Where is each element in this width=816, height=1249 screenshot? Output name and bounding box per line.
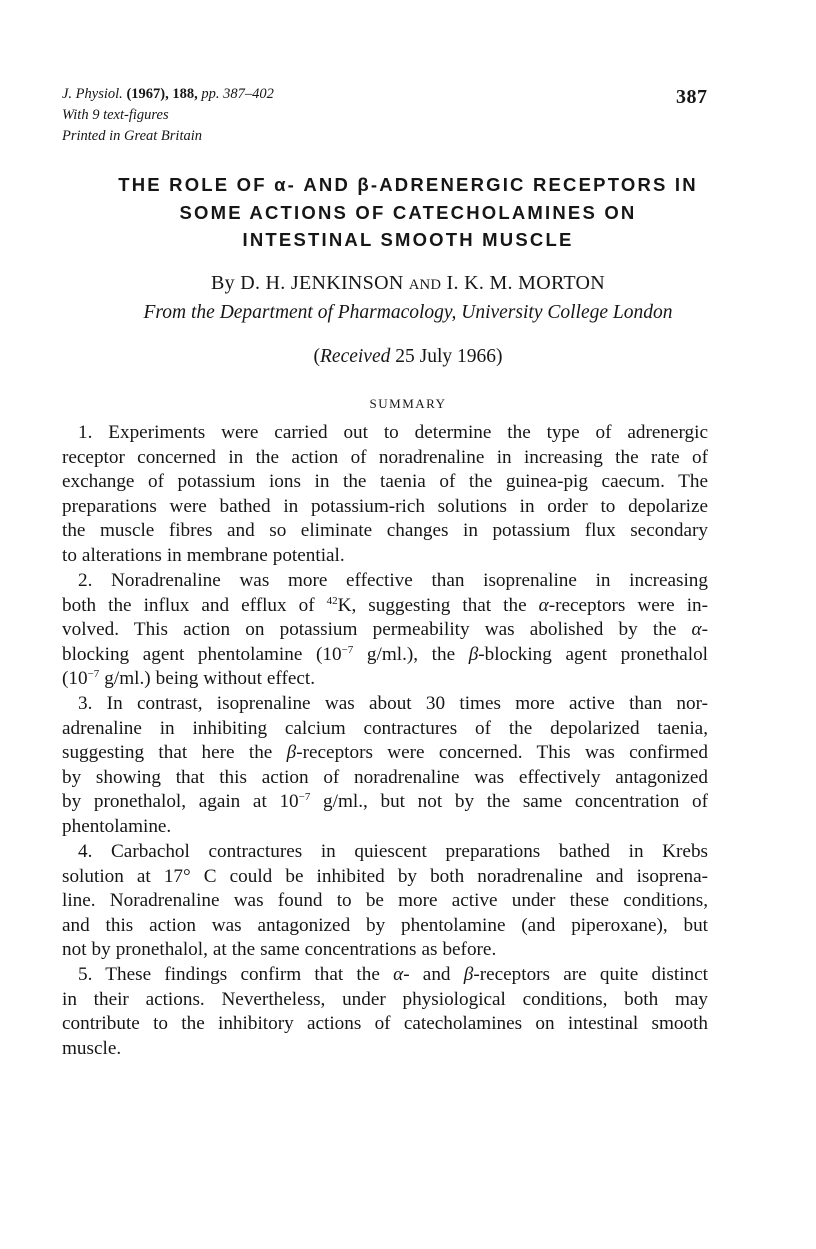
text-line: not by pronethalol, at the same concentrations as before. [62, 939, 497, 961]
author-1: D. H. JENKINSON [240, 272, 404, 294]
text-line: in their actions. Nevertheless, under physiological conditions, both may [62, 988, 708, 1010]
text-line: muscle. [62, 1037, 122, 1059]
affiliation: From the Department of Pharmacology, University College London [143, 302, 673, 323]
summary-paragraph-3 [62, 692, 708, 840]
journal-pages: pp. 387–402 [201, 86, 274, 102]
text-line: adrenaline in inhibiting calcium contractures of the depolarized taenia, [62, 717, 708, 739]
text-line: volved. This action on potassium permeability was abolished by the α- [62, 619, 708, 641]
journal-volume: 188, [172, 86, 198, 102]
text-line: 3. In contrast, isoprenaline was about 30 times more active than nor- [78, 693, 708, 714]
text-line: ($10^{-7}$ g/ml.) being without effect. [62, 668, 316, 690]
text-line: 4. Carbachol contractures in quiescent preparations bathed in Krebs [78, 841, 708, 862]
received-date: (Received 25 July 1966) [313, 346, 503, 367]
text-line: and this action was antagonized by phentolamine (and piperoxane), but [62, 914, 708, 936]
title-line-3: INTESTINAL SMOOTH MUSCLE [242, 229, 574, 250]
text-line: contribute to the inhibitory actions of catecholamines on intestinal smooth [62, 1013, 708, 1035]
text-line: exchange of potassium ions in the taenia of the guinea-pig caecum. The [62, 471, 708, 493]
byline-and: AND [408, 277, 442, 293]
citation-line [62, 84, 274, 105]
text-line: 2. Noradrenaline was more effective than isoprenaline in increasing [78, 570, 708, 591]
text-line: solution at 17° C could be inhibited by both noradrenaline and isoprena- [62, 865, 708, 887]
received-label: Received [320, 346, 391, 367]
title-line-2: SOME ACTIONS OF CATECHOLAMINES ON [179, 202, 637, 223]
text-line: preparations were bathed in potassium-rich solutions in order to depolarize [62, 495, 708, 517]
journal-year: (1967), [126, 86, 169, 102]
text-line: to alterations in membrane potential. [62, 544, 345, 566]
text-line: by pronethalol, again at $10^{-7}$ g/ml., but not by the same concentration of [62, 791, 708, 813]
received-value: 25 July 1966 [395, 346, 496, 367]
printed-note: Printed in Great Britain [62, 128, 203, 144]
text-line: suggesting that here the β-receptors were concerned. This was confirmed [62, 742, 708, 764]
text-line: 1. Experiments were carried out to determine the type of adrenergic [78, 422, 708, 443]
text-line: phentolamine. [62, 815, 172, 837]
figures-note: With 9 text-figures [62, 107, 169, 123]
text-line: 5. These findings confirm that the α- and β-receptors are quite distinct [78, 964, 708, 985]
text-line: by showing that this action of noradrenaline was effectively antagonized [62, 766, 708, 788]
text-line: the muscle fibres and so eliminate changes in potassium flux secondary [62, 520, 708, 542]
byline [0, 272, 816, 295]
summary-paragraph-4 [62, 840, 708, 963]
summary-paragraph-1 [62, 421, 708, 569]
text-line: both the influx and efflux of $^{42}$K, suggesting that the α-receptors were in- [62, 594, 709, 616]
text-line: line. Noradrenaline was found to be more active under these conditions, [62, 890, 708, 912]
summary-heading: SUMMARY [369, 396, 447, 411]
text-line: receptor concerned in the action of noradrenaline in increasing the rate of [62, 446, 708, 468]
title-line-1: THE ROLE OF α- AND β-ADRENERGIC RECEPTORS IN [118, 174, 698, 195]
summary-paragraph-2 [62, 569, 708, 692]
page-number: 387 [676, 86, 708, 108]
author-2: I. K. M. MORTON [446, 272, 606, 294]
journal-name: J. Physiol. [62, 86, 123, 102]
summary-paragraph-5 [62, 963, 708, 1061]
byline-by: By [210, 272, 235, 294]
text-line: blocking agent phentolamine ($10^{-7}$ g/ml.), the β-blocking agent pronethalol [62, 643, 708, 665]
